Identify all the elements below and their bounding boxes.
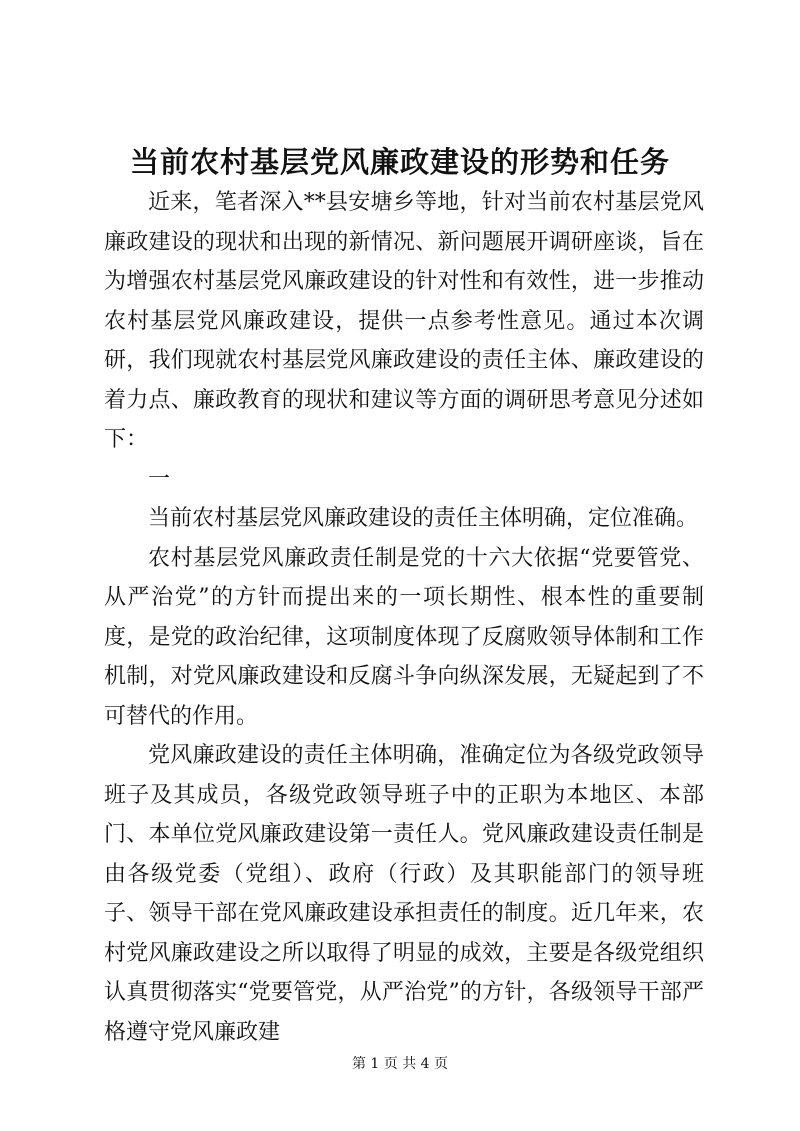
page-footer: 第 1 页 共 4 页 [351,1056,449,1072]
paragraph-responsibility-system: 农村基层党风廉政责任制是党的十六大依据“党要管党、从严治党”的方针而提出来的一项长期性、根本性的重要制度，是党的政治纪律，这项制度体现了反腐败领导体制和工作机制，对党风廉政建设和反腐斗争向纵深发展，无疑起到了不可替代的作用。 [104,545,704,729]
document-title: 当前农村基层党风廉政建设的形势和任务 [129,145,670,179]
paragraph-responsibility-subject: 党风廉政建设的责任主体明确，准确定位为各级党政领导班子及其成员，各级党政领导班子中的正职为本地区、本部门、本单位党风廉政建设第一责任人。党风廉政建设责任制是由各级党委（党组）、政府（行政）及其职能部门的领导班子、领导干部在党风廉政建设承担责任的制度。近几年来，农村党风廉政建设之所以取得了明显的成效，主要是各级党组织认真贯彻落实“党要管党，从严治党”的方针，各级领导干部严格遵守党风廉政建 [104,743,704,1045]
document-body [104,183,704,1052]
section-heading: 当前农村基层党风廉政建设的责任主体明确，定位准确。 [148,506,699,531]
paragraph-intro: 近来，笔者深入**县安塘乡等地，针对当前农村基层党风廉政建设的现状和出现的新情况、新问题展开调研座谈，旨在为增强农村基层党风廉政建设的针对性和有效性，进一步推动农村基层党风廉政建设，提供一点参考性意见。通过本次调研，我们现就农村基层党风廉政建设的责任主体、廉政建设的着力点、廉政教育的现状和建议等方面的调研思考意见分述如下： [104,190,704,452]
section-number: 一 [148,466,171,492]
